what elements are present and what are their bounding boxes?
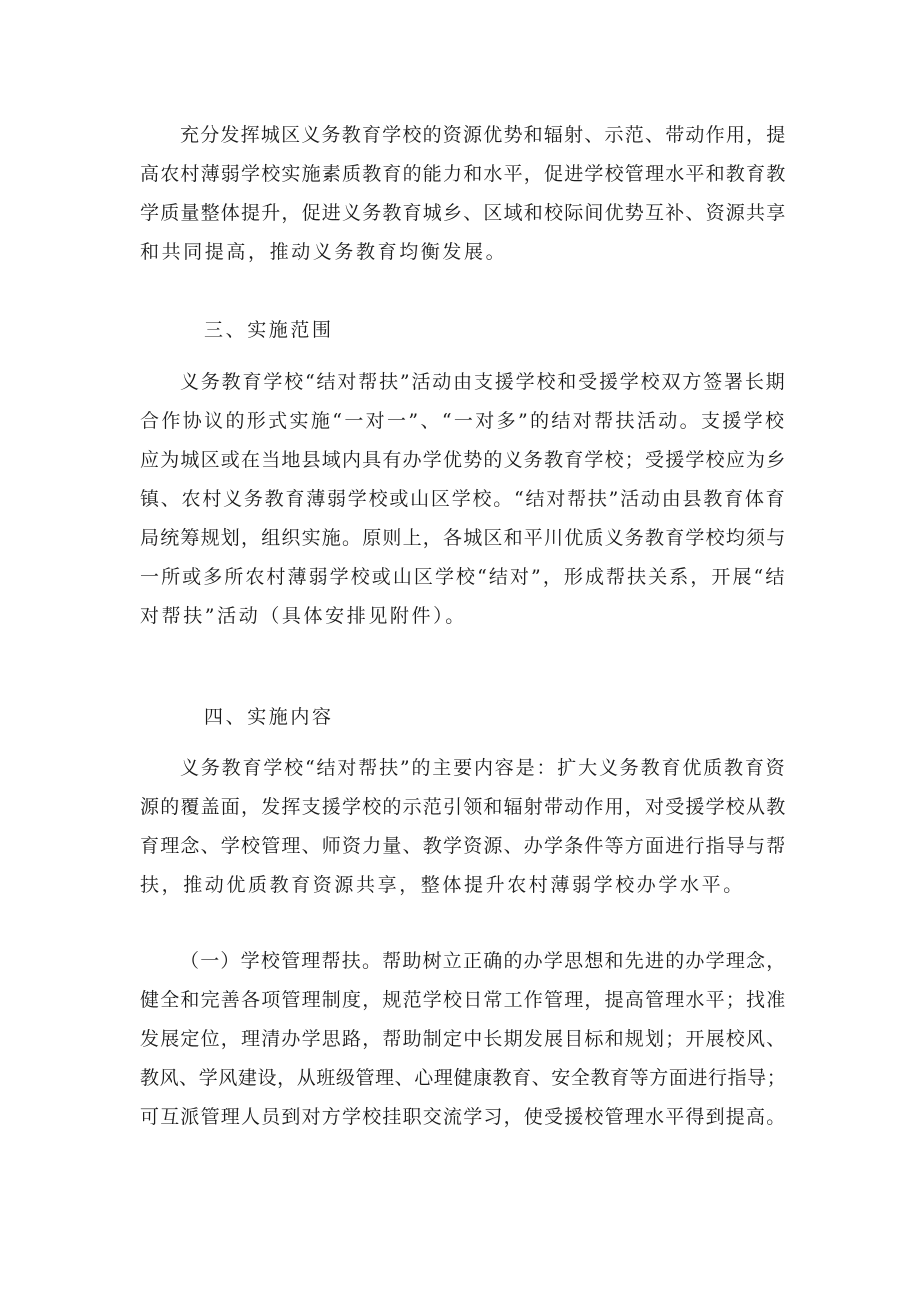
- paragraph-line: 镇、农村义务教育薄弱学校或山区学校。“结对帮扶”活动由县教育体育: [140, 488, 787, 510]
- paragraph-management-support: [140, 942, 788, 1137]
- paragraph-line: 健全和完善各项管理制度，规范学校日常工作管理，提高管理水平；找准: [140, 989, 787, 1011]
- paragraph-line: 义务教育学校“结对帮扶”的主要内容是：扩大义务教育优质教育资: [180, 757, 787, 779]
- paragraph-scope: [140, 363, 788, 636]
- paragraph-goal: [140, 116, 788, 272]
- paragraph-line: 发展定位，理清办学思路，帮助制定中长期发展目标和规划；开展校风、: [140, 1028, 787, 1050]
- paragraph-line: 应为城区或在当地县域内具有办学优势的义务教育学校；受援学校应为乡: [140, 449, 787, 471]
- paragraph-content: [140, 749, 788, 905]
- paragraph-line: 对帮扶”活动（具体安排见附件）。: [140, 605, 467, 627]
- paragraph-line: 育理念、学校管理、师资力量、教学资源、办学条件等方面进行指导与帮: [140, 835, 787, 857]
- paragraph-line: 一所或多所农村薄弱学校或山区学校“结对”，形成帮扶关系，开展“结: [140, 566, 787, 588]
- section-heading-content: 四、实施内容: [204, 706, 334, 728]
- paragraph-line: 高农村薄弱学校实施素质教育的能力和水平，促进学校管理水平和教育教: [140, 163, 787, 185]
- paragraph-line: 扶，推动优质教育资源共享，整体提升农村薄弱学校办学水平。: [140, 874, 745, 896]
- paragraph-line: 可互派管理人员到对方学校挂职交流学习，使受援校管理水平得到提高。: [140, 1106, 787, 1128]
- paragraph-line: 和共同提高，推动义务教育均衡发展。: [140, 241, 508, 263]
- paragraph-line: 合作协议的形式实施“一对一”、“一对多”的结对帮扶活动。支援学校: [140, 410, 787, 432]
- paragraph-line: 教风、学风建设，从班级管理、心理健康教育、安全教育等方面进行指导；: [140, 1067, 787, 1089]
- paragraph-line: 学质量整体提升，促进义务教育城乡、区域和校际间优势互补、资源共享: [140, 202, 787, 224]
- paragraph-line: 充分发挥城区义务教育学校的资源优势和辐射、示范、带动作用，提: [180, 124, 787, 146]
- section-heading-scope: 三、实施范围: [204, 319, 334, 341]
- paragraph-line: 局统筹规划，组织实施。原则上，各城区和平川优质义务教育学校均须与: [140, 527, 787, 549]
- paragraph-line: 义务教育学校“结对帮扶”活动由支援学校和受援学校双方签署长期: [180, 371, 787, 393]
- paragraph-line: 源的覆盖面，发挥支援学校的示范引领和辐射带动作用，对受援学校从教: [140, 796, 787, 818]
- paragraph-line: （一）学校管理帮扶。帮助树立正确的办学思想和先进的办学理念，: [180, 950, 787, 972]
